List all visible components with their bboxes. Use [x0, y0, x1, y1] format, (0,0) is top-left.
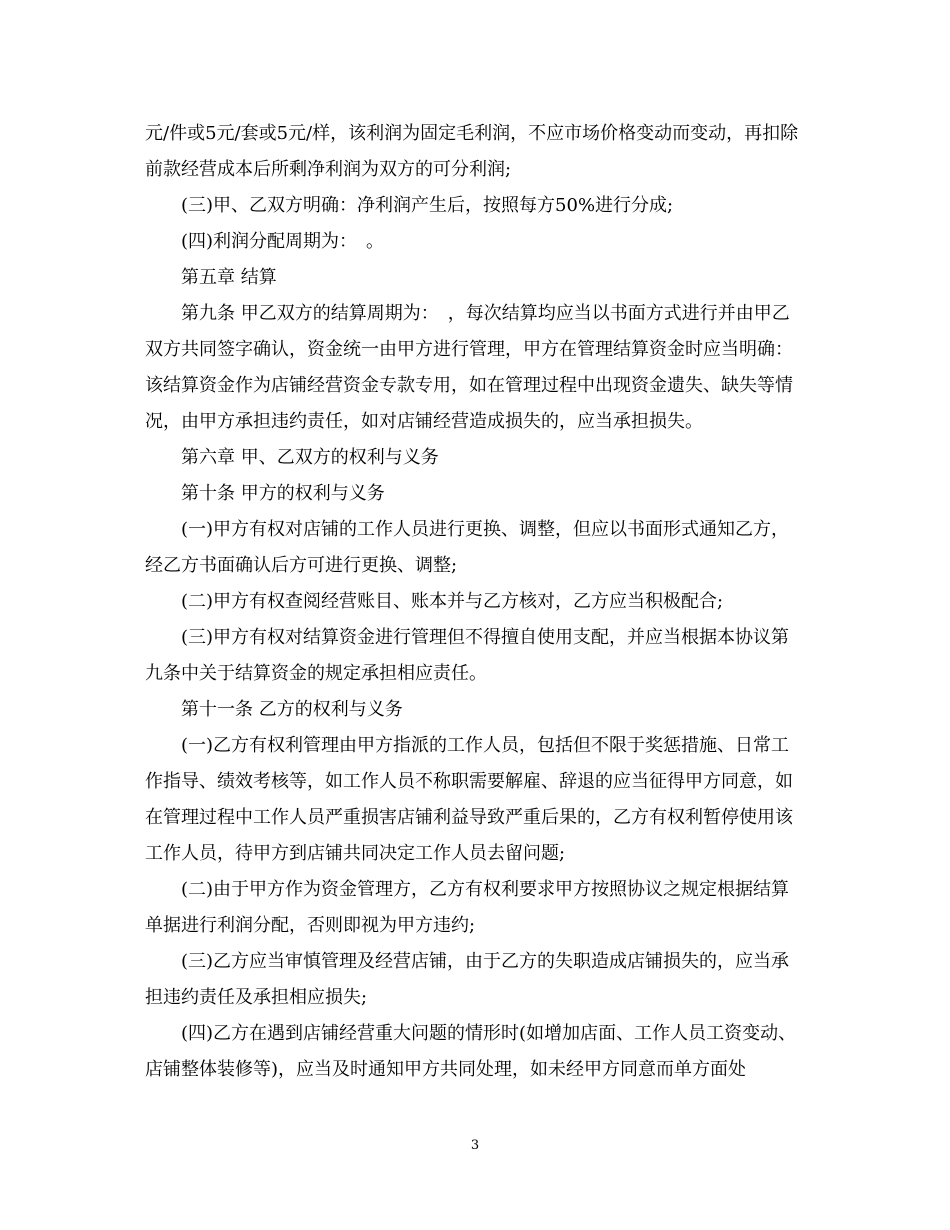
- page-number: 3: [470, 1138, 480, 1153]
- chapter-heading-settlement: 第五章 结算: [181, 267, 277, 288]
- paragraph-profit-split: (三)甲、乙双方明确：净利润产生后，按照每方50%进行分成;: [181, 195, 674, 216]
- article-11-heading: 第十一条 乙方的权利与义务: [181, 699, 403, 720]
- article-10-item-2: (二)甲方有权查阅经营账目、账本并与乙方核对，乙方应当积极配合;: [181, 591, 724, 612]
- paragraph-distribution-cycle: (四)利润分配周期为： 。: [181, 231, 385, 252]
- paragraph-profit-continued: 元/件或5元/套或5元/样，该利润为固定毛利润，不应市场价格变动而变动，再扣除前款经营成本后所剩净利润为双方的可分利润;: [145, 123, 799, 180]
- article-11-item-4: (四)乙方在遇到店铺经营重大问题的情形时(如增加店面、工作人员工资变动、店铺整体装修等)，应当及时通知甲方共同处理，如未经甲方同意而单方面处: [145, 1023, 797, 1080]
- document-body: [145, 116, 805, 1088]
- article-10-heading: 第十条 甲方的权利与义务: [181, 483, 385, 504]
- article-9-settlement: 第九条 甲乙双方的结算周期为： ，每次结算均应当以书面方式进行并由甲乙双方共同签字确认，资金统一由甲方进行管理，甲方在管理结算资金时应当明确：该结算资金作为店铺经营资金专款专用，如在管理过程中出现资金遗失、缺失等情况，由甲方承担违约责任，如对店铺经营造成损失的，应当承担损失。: [145, 303, 793, 432]
- article-11-item-2: (二)由于甲方作为资金管理方，乙方有权利要求甲方按照协议之规定根据结算单据进行利润分配，否则即视为甲方违约;: [145, 879, 790, 936]
- article-11-item-3: (三)乙方应当审慎管理及经营店铺，由于乙方的失职造成店铺损失的，应当承担违约责任及承担相应损失;: [145, 951, 790, 1008]
- article-10-item-1: (一)甲方有权对店铺的工作人员进行更换、调整，但应以书面形式通知乙方，经乙方书面确认后方可进行更换、调整;: [145, 519, 790, 576]
- chapter-heading-rights-obligations: 第六章 甲、乙双方的权利与义务: [181, 447, 439, 468]
- article-10-item-3: (三)甲方有权对结算资金进行管理但不得擅自使用支配，并应当根据本协议第九条中关于结算资金的规定承担相应责任。: [145, 627, 790, 684]
- article-11-item-1: (一)乙方有权利管理由甲方指派的工作人员，包括但不限于奖惩措施、日常工作指导、绩效考核等，如工作人员不称职需要解雇、辞退的应当征得甲方同意，如在管理过程中工作人员严重损害店铺利益导致严重后果的，乙方有权利暂停使用该工作人员，待甲方到店铺共同决定工作人员去留问题;: [145, 735, 793, 864]
